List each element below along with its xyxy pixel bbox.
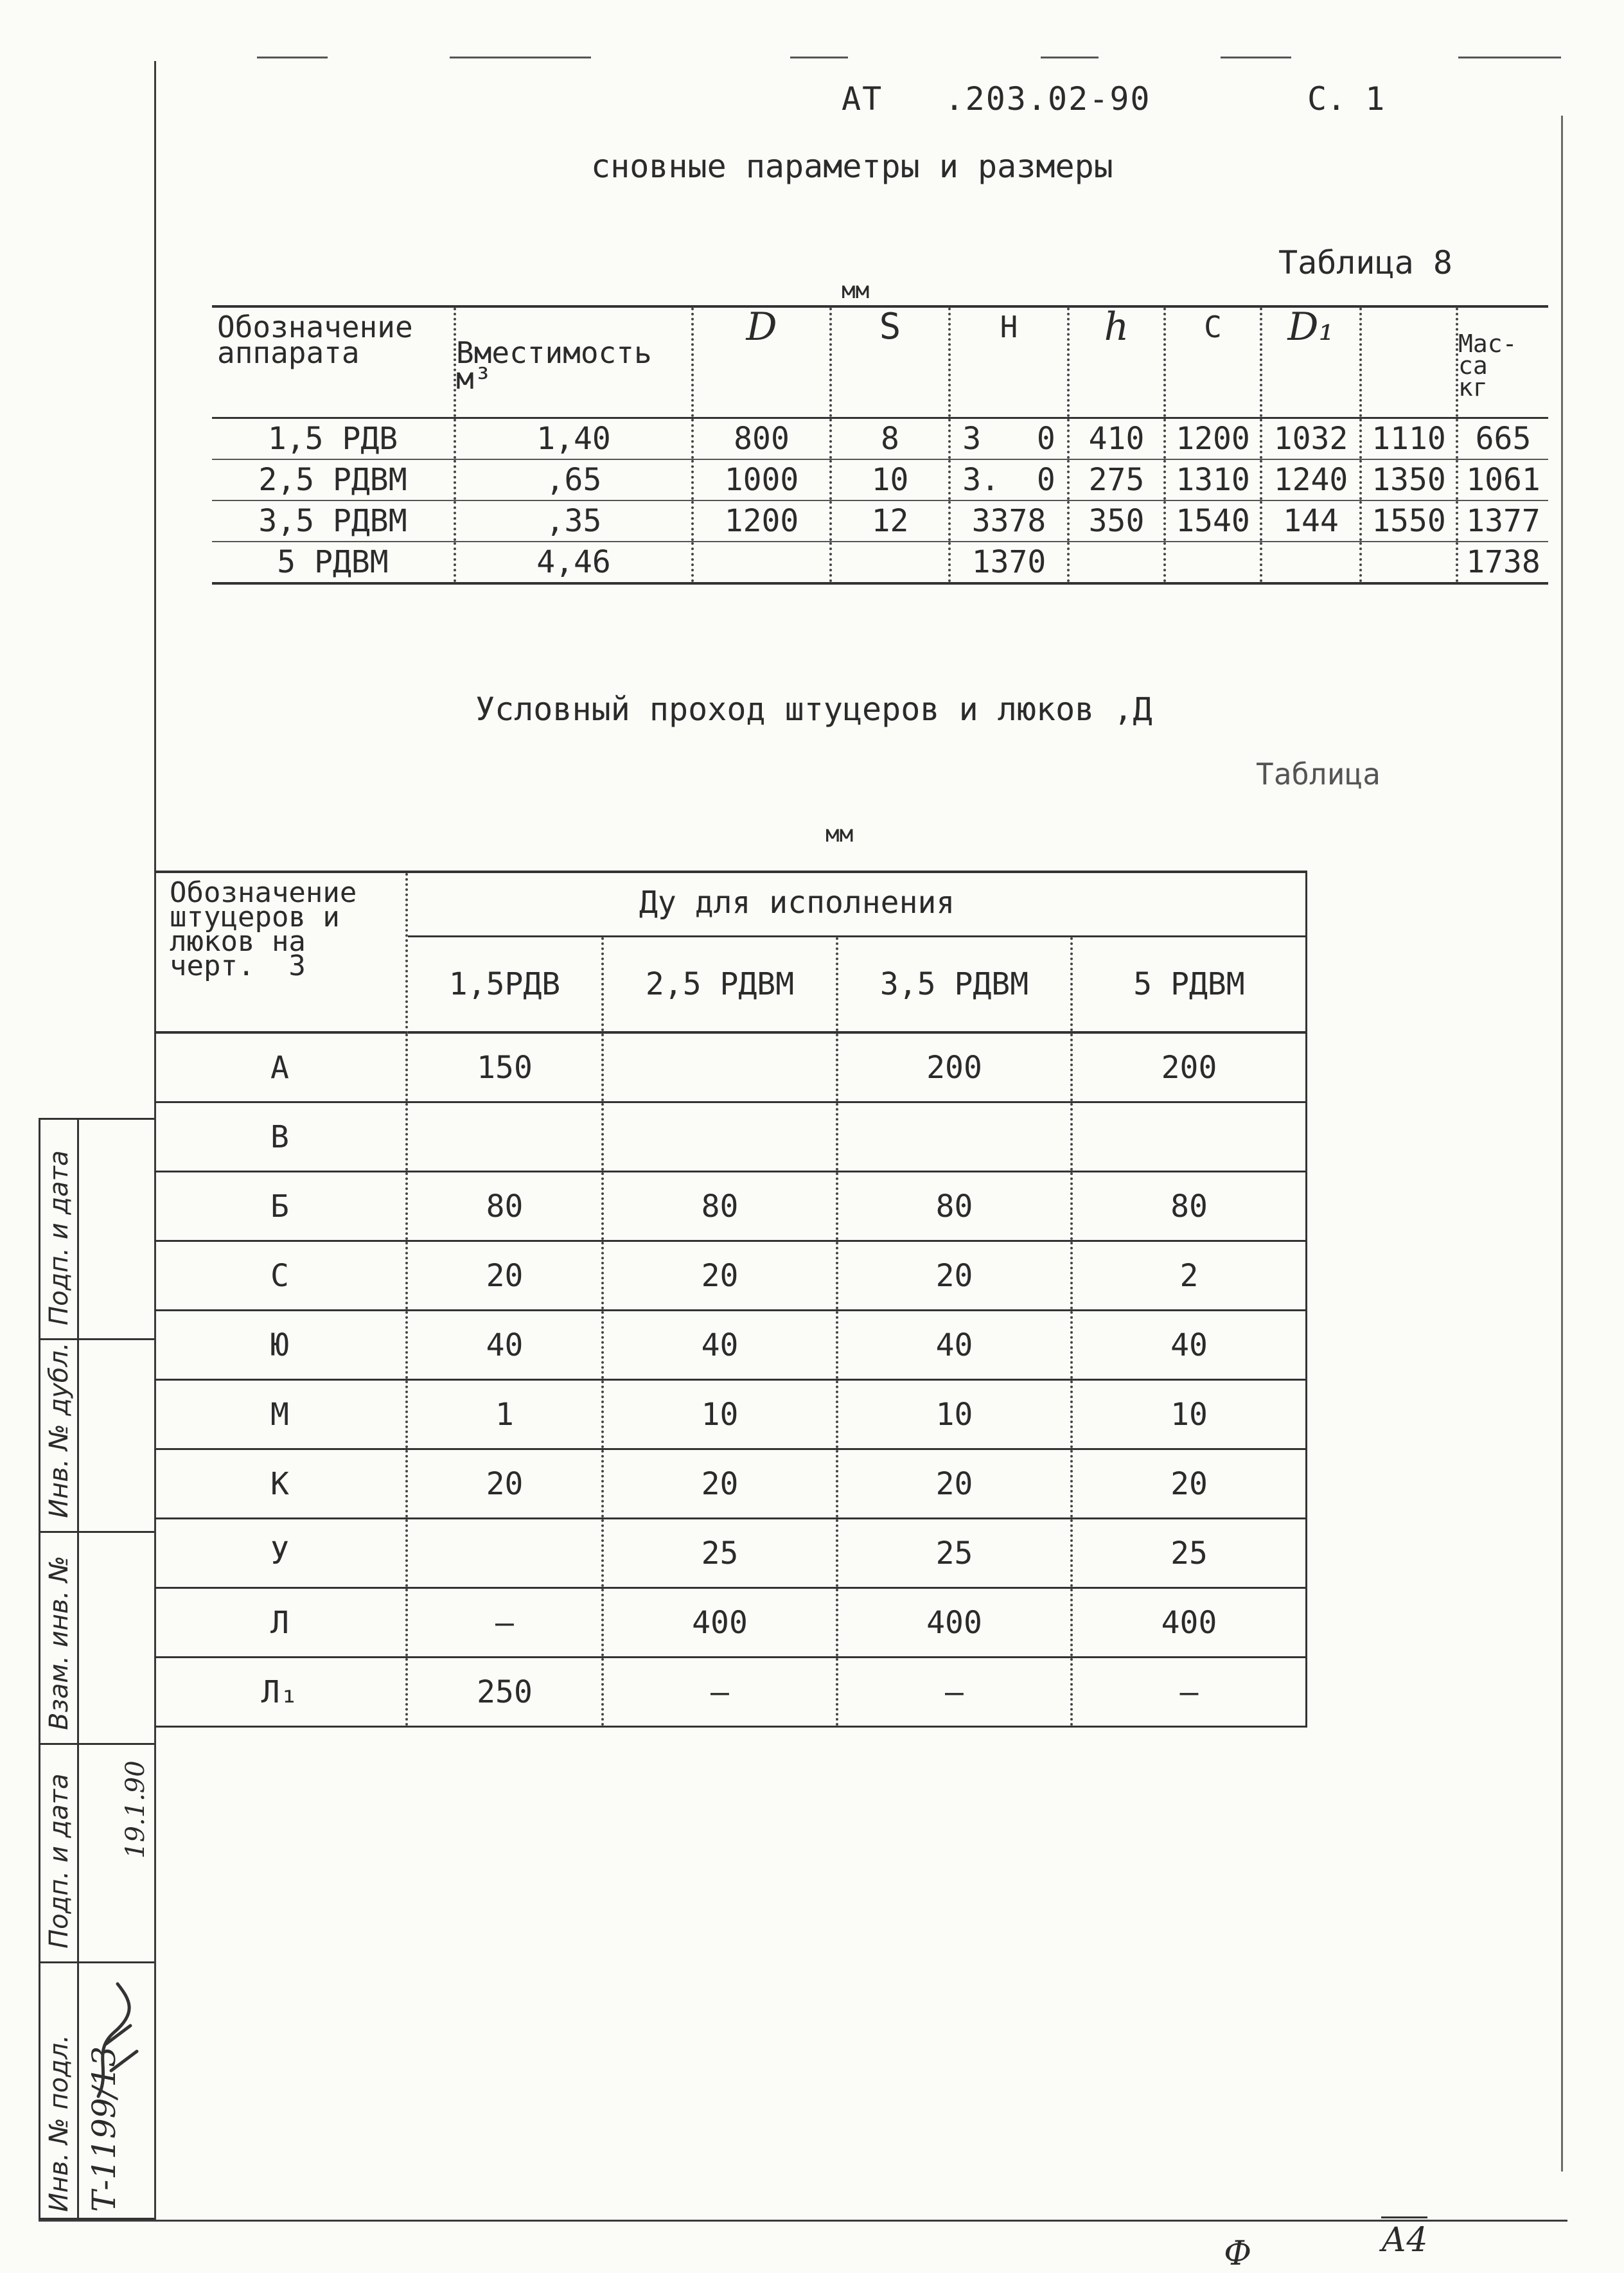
cell-extra: 1110 [1362,419,1458,459]
table-row [154,1172,1307,1242]
cell-label: С [154,1242,408,1309]
cell-h: 3378 [951,501,1070,541]
cell-d1 [1262,542,1362,582]
table-body [154,1034,1307,1728]
cell-h: 1370 [951,542,1070,582]
cell-v3: – [838,1658,1073,1726]
cell-v2 [604,1034,838,1101]
table-row [154,1450,1307,1519]
footer-mark: Ф [1224,2234,1252,2273]
header-H: Н [951,308,1070,417]
table-row [212,460,1548,501]
table-row [154,1589,1307,1658]
cell-label: К [154,1450,408,1517]
header-text: люков на [170,925,306,958]
header-columns-row [408,937,1307,1034]
header-designation [212,308,456,417]
table-row [212,419,1548,460]
parameters-table [212,305,1548,585]
cell-v1: 1 [408,1381,604,1448]
header-text: м³ [456,361,492,396]
stamp-inventory-value: Т-1199/13 [85,2046,123,2212]
cell-extra: 1550 [1362,501,1458,541]
header-text: Обозначение [217,310,413,344]
cell-v1 [408,1519,604,1587]
cell-v4: 80 [1073,1172,1307,1240]
stamp-divider [40,1961,154,1963]
header-text: черт. 3 [170,950,306,982]
cell-d1: 144 [1262,501,1362,541]
cell-designation: 1,5 РДВ [212,419,456,459]
cell-extra: 1350 [1362,460,1458,500]
cell-v4 [1073,1103,1307,1171]
table-header [154,873,1307,1034]
cell-s [832,542,951,582]
cell-s: 10 [832,460,951,500]
cell-v4: – [1073,1658,1307,1726]
cell-v1: 20 [408,1450,604,1517]
cell-v4: 40 [1073,1311,1307,1379]
top-dash [790,57,848,58]
cell-extra [1362,542,1458,582]
cell-d: 800 [694,419,832,459]
header-text: Вместимость [456,335,652,370]
cell-designation: 3,5 РДВМ [212,501,456,541]
table-label-2: Таблица [1256,757,1381,792]
table-row [154,1034,1307,1103]
cell-label: Б [154,1172,408,1240]
cell-c: 1310 [1166,460,1262,500]
cell-designation: 5 РДВМ [212,542,456,582]
cell-v2: 10 [604,1381,838,1448]
table-row [154,1658,1307,1728]
header-designation [154,873,408,1034]
stamp-divider [40,1743,154,1745]
cell-label: Л₁ [154,1658,408,1726]
header-col-4: 5 РДВМ [1073,937,1307,1031]
header-C: С [1166,308,1262,417]
table-header-row [212,308,1548,419]
cell-capacity: ,65 [456,460,694,500]
cell-c [1166,542,1262,582]
frame-right-border [1561,116,1563,2171]
header-text: са [1458,351,1488,380]
signature-icon [85,1974,143,2103]
cell-h: 3. 0 [951,460,1070,500]
stamp-field-inventory: Инв. № подл. [44,2035,74,2212]
header-text: штуцеров и [170,901,340,933]
cell-v1 [408,1103,604,1171]
cell-mass: 1377 [1466,503,1540,539]
header-h: h [1070,308,1166,417]
header-col-1: 1,5РДВ [408,937,604,1031]
header-blank [1362,308,1458,417]
cell-d: 1200 [694,501,832,541]
table-row [154,1311,1307,1381]
cell-v1: 250 [408,1658,604,1726]
cell-v3 [838,1103,1073,1171]
cell-h: 275 [1070,460,1166,500]
cell-v3: 40 [838,1311,1073,1379]
top-dash [1458,57,1561,58]
cell-v4: 400 [1073,1589,1307,1656]
header-D1: D₁ [1262,308,1362,417]
cell-label: М [154,1381,408,1448]
top-dash [1041,57,1099,58]
header-text: Обозначение [170,876,357,909]
side-stamp [39,1118,154,2220]
cell-mass: 1738 [1466,544,1540,580]
cell-v4: 2 [1073,1242,1307,1309]
top-dash [1221,57,1291,58]
cell-v4: 200 [1073,1034,1307,1101]
cell-v2: 400 [604,1589,838,1656]
footer-format: А4 [1381,2216,1427,2260]
cell-v2: 80 [604,1172,838,1240]
cell-d1: 1240 [1262,460,1362,500]
cell-d: 1000 [694,460,832,500]
cell-v4: 10 [1073,1381,1307,1448]
header-text: кг [1458,373,1488,402]
cell-v1: 80 [408,1172,604,1240]
cell-s: 8 [832,419,951,459]
table-row [154,1519,1307,1589]
top-dash [450,57,591,58]
table-row [154,1103,1307,1172]
page-number: С. 1 [1307,80,1385,118]
header-group-label: Ду для исполнения [408,873,1307,935]
cell-capacity: 4,46 [456,542,694,582]
cell-d1: 1032 [1262,419,1362,459]
cell-capacity: 1,40 [456,419,694,459]
header-group-row [408,873,1307,937]
cell-v3: 25 [838,1519,1073,1587]
cell-v4: 25 [1073,1519,1307,1587]
cell-c: 1200 [1166,419,1262,459]
header-group [408,873,1307,1034]
document-code: АТ .203.02-90 [842,80,1151,118]
cell-v3: 20 [838,1242,1073,1309]
cell-v2: – [604,1658,838,1726]
header-capacity [456,308,694,417]
header-S: S [832,308,951,417]
cell-d [694,542,832,582]
table-row [212,542,1548,582]
cell-v3: 200 [838,1034,1073,1101]
stamp-divider [40,1531,154,1533]
cell-v1: 20 [408,1242,604,1309]
cell-mass: 665 [1475,421,1531,457]
table-row [154,1242,1307,1311]
cell-designation: 2,5 РДВМ [212,460,456,500]
cell-h: 350 [1070,501,1166,541]
top-dash [257,57,328,58]
table-body [212,419,1548,582]
stamp-field-replaces: Взам. инв. № [44,1555,74,1730]
cell-h [1070,542,1166,582]
cell-v3: 80 [838,1172,1073,1240]
header-text: аппарата [217,335,360,370]
stamp-field-signature-date-2: Подп. и дата [44,1150,74,1325]
cell-v4: 20 [1073,1450,1307,1517]
cell-label: Ю [154,1311,408,1379]
cell-h: 3 0 [951,419,1070,459]
stamp-field-signature-date: Подп. и дата [44,1773,74,1949]
cell-v2: 40 [604,1311,838,1379]
table-units-2: мм [825,821,854,847]
cell-v2 [604,1103,838,1171]
cell-v2: 20 [604,1242,838,1309]
cell-v2: 20 [604,1450,838,1517]
stamp-field-duplicate: Инв. № дубл. [44,1342,74,1518]
header-col-2: 2,5 РДВМ [604,937,838,1031]
cell-v3: 20 [838,1450,1073,1517]
cell-v1: 150 [408,1034,604,1101]
cell-label: А [154,1034,408,1101]
header-D: D [694,308,832,417]
cell-v3: 400 [838,1589,1073,1656]
cell-s: 12 [832,501,951,541]
table-row [212,501,1548,542]
header-col-3: 3,5 РДВМ [838,937,1073,1031]
stamp-date-value: 19.1.90 [121,1760,150,1859]
cell-v1: – [408,1589,604,1656]
cell-c: 1540 [1166,501,1262,541]
table-label: Таблица 8 [1278,244,1452,281]
cell-v3: 10 [838,1381,1073,1448]
cell-h: 410 [1070,419,1166,459]
table-row [154,1381,1307,1450]
cell-label: У [154,1519,408,1587]
cell-v2: 25 [604,1519,838,1587]
section-title: сновные параметры и размеры [591,148,1113,185]
cell-capacity: ,35 [456,501,694,541]
section-title-2: Условный проход штуцеров и люков ,Д [475,691,1152,728]
nozzle-table [154,871,1307,1728]
frame-bottom-border [39,2220,1567,2222]
cell-label: Л [154,1589,408,1656]
cell-mass: 1061 [1466,462,1540,498]
header-text: Мас- [1458,330,1517,358]
table-units: мм [842,278,870,304]
header-mass [1458,308,1548,417]
cell-v1: 40 [408,1311,604,1379]
stamp-divider [40,1338,154,1340]
cell-label: В [154,1103,408,1171]
